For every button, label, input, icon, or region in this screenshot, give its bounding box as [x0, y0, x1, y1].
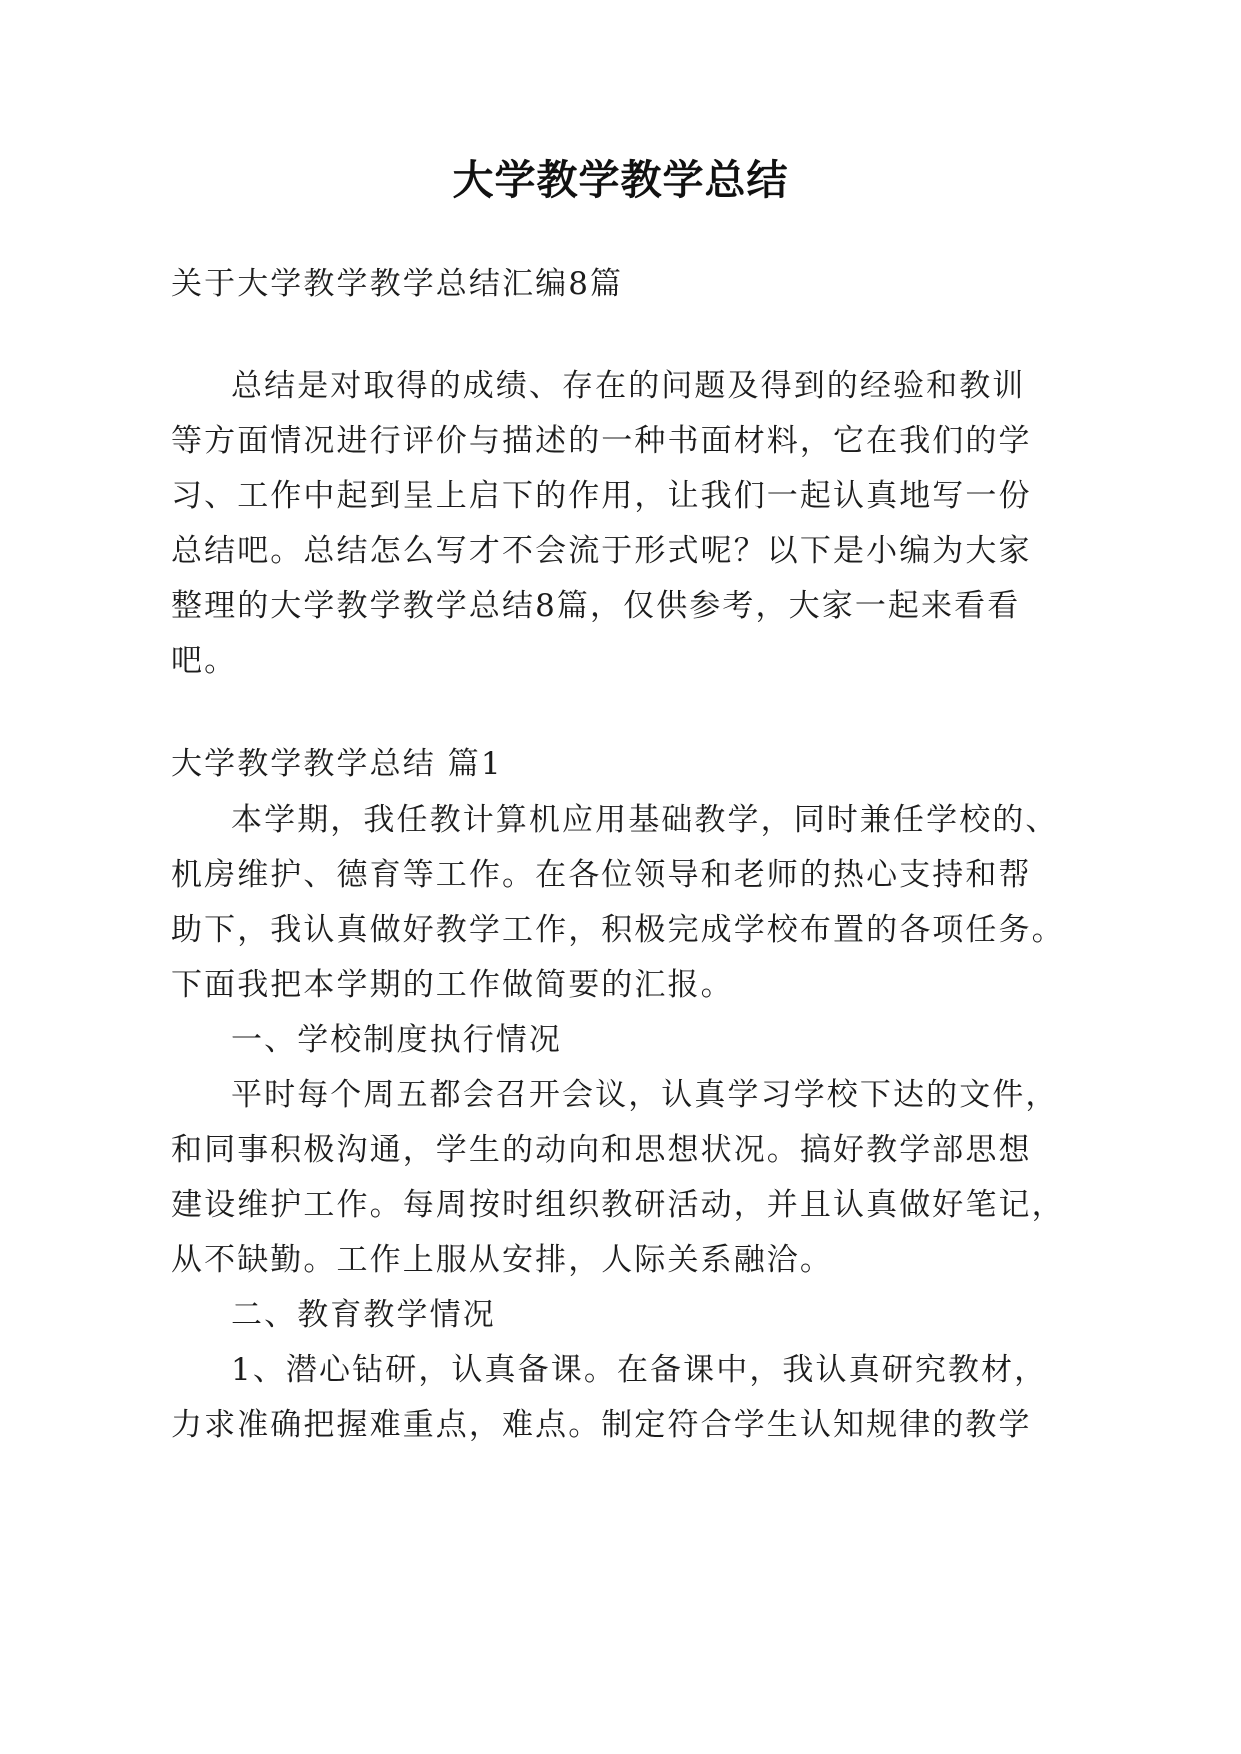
body-line: 力求准确把握难重点，难点。制定符合学生认知规律的教学 [171, 1407, 1032, 1443]
intro-line: 整理的大学教学教学总结8篇，仅供参考，大家一起来看看 [171, 588, 1021, 624]
body-line: 平时每个周五都会召开会议，认真学习学校下达的文件， [231, 1077, 1059, 1113]
document-subtitle: 关于大学教学教学总结汇编8篇 [171, 266, 624, 302]
body-line: 一、学校制度执行情况 [231, 1022, 562, 1058]
body-line: 下面我把本学期的工作做简要的汇报。 [171, 967, 734, 1003]
intro-line: 总结是对取得的成绩、存在的问题及得到的经验和教训 [231, 368, 1026, 404]
intro-line: 等方面情况进行评价与描述的一种书面材料，它在我们的学 [171, 423, 1032, 459]
body-line: 和同事积极沟通，学生的动向和思想状况。搞好教学部思想 [171, 1132, 1032, 1168]
body-line: 二、教育教学情况 [231, 1297, 496, 1333]
intro-line: 习、工作中起到呈上启下的作用，让我们一起认真地写一份 [171, 478, 1032, 514]
intro-line: 总结吧。总结怎么写才不会流于形式呢？以下是小编为大家 [171, 533, 1032, 569]
body-line: 建设维护工作。每周按时组织教研活动，并且认真做好笔记， [171, 1187, 1065, 1223]
body-line: 本学期，我任教计算机应用基础教学，同时兼任学校的、 [231, 802, 1059, 838]
body-line: 机房维护、德育等工作。在各位领导和老师的热心支持和帮 [171, 857, 1032, 893]
document-title: 大学教学教学总结 [452, 156, 789, 204]
intro-line: 吧。 [171, 643, 238, 679]
body-line: 1、潜心钻研，认真备课。在备课中，我认真研究教材， [231, 1352, 1048, 1388]
section-heading: 大学教学教学总结 篇1 [171, 746, 503, 782]
body-line: 助下，我认真做好教学工作，积极完成学校布置的各项任务。 [171, 912, 1065, 948]
body-line: 从不缺勤。工作上服从安排，人际关系融洽。 [171, 1242, 833, 1278]
